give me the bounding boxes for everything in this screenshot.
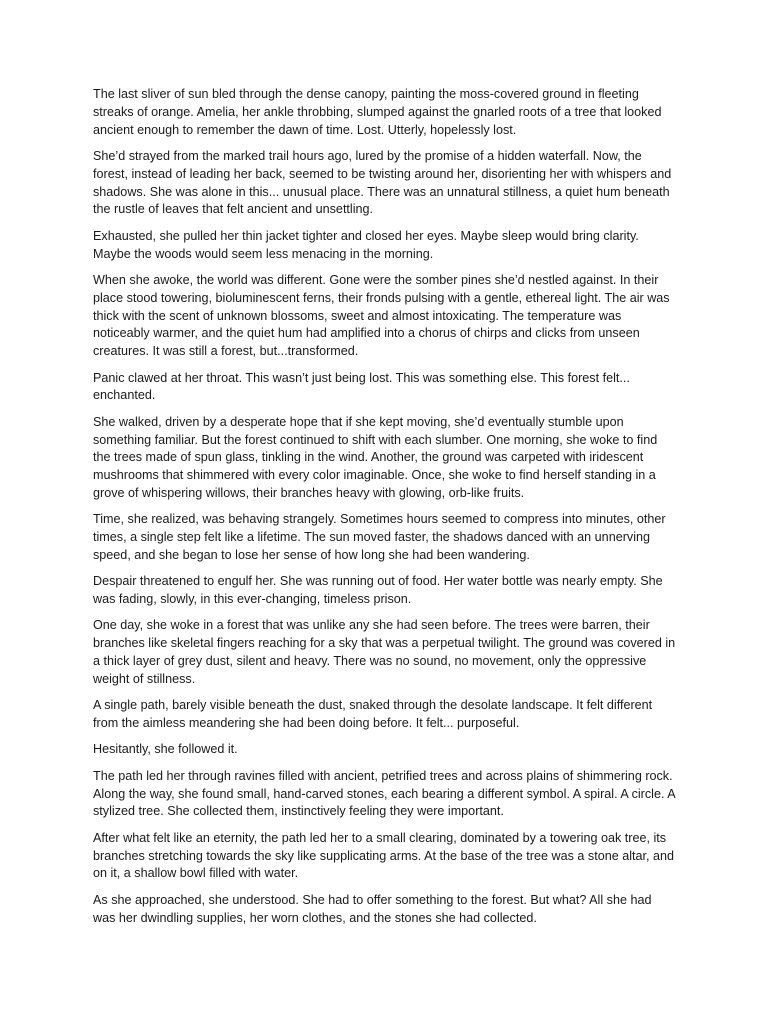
paragraph-11: Hesitantly, she followed it. bbox=[93, 742, 238, 757]
paragraph-5: Panic clawed at her throat. This wasn’t just being lost. This was something else. This forest felt... enchanted. bbox=[93, 370, 630, 403]
paragraph-14: As she approached, she understood. She had to offer something to the forest. But what? All she had was her dwindling supplies, her worn clothes, and the stones she had collected. bbox=[93, 892, 652, 925]
document-page bbox=[93, 86, 677, 936]
paragraph-1: The last sliver of sun bled through the dense canopy, painting the moss-covered ground in fleeting streaks of orange. Amelia, her ankle throbbing, slumped against the gnarled roots of a tree that looked ancient enough to remember the dawn of time. Lost. Utterly, hopelessly lost. bbox=[93, 87, 662, 137]
paragraph-13: After what felt like an eternity, the path led her to a small clearing, dominated by a towering oak tree, its branches stretching towards the sky like supplicating arms. At the base of the tree was a stone altar, and on it, a shallow bowl filled with water. bbox=[93, 830, 675, 881]
paragraph-4: When she awoke, the world was different. Gone were the somber pines she’d nestled against. In their place stood towering, bioluminescent ferns, their fronds pulsing with a gentle, ethereal light. The air was thick with the scent of unknown blossoms, sweet and almost intoxicating. The temperature was noticeably warmer, and the quiet hum had amplified into a chorus of chirps and clicks from unseen creatures. It was still a forest, but...transformed. bbox=[93, 272, 670, 359]
paragraph-9: One day, she woke in a forest that was unlike any she had seen before. The trees were barren, their branches like skeletal fingers reaching for a sky that was a perpetual twilight. The ground was covered in a thick layer of grey dust, silent and heavy. There was no sound, no movement, only the oppressive weight of stillness. bbox=[93, 618, 676, 686]
paragraph-6: She walked, driven by a desperate hope that if she kept moving, she’d eventually stumble upon something familiar. But the forest continued to shift with each slumber. One morning, she woke to find the trees made of spun glass, tinkling in the wind. Another, the ground was carpeted with iridescent mushrooms that shimmered with every color imaginable. Once, she woke to find herself standing in a grove of whispering willows, their branches heavy with glowing, orb-like fruits. bbox=[93, 414, 658, 500]
paragraph-10: A single path, barely visible beneath the dust, snaked through the desolate landscape. It felt different from the aimless meandering she had been doing before. It felt... purposeful. bbox=[93, 698, 653, 731]
paragraph-7: Time, she realized, was behaving strangely. Sometimes hours seemed to compress into minutes, other times, a single step felt like a lifetime. The sun moved faster, the shadows danced with an unnerving speed, and she began to lose her sense of how long she had been wandering. bbox=[93, 512, 666, 562]
paragraph-3: Exhausted, she pulled her thin jacket tighter and closed her eyes. Maybe sleep would bring clarity. Maybe the woods would seem less menacing in the morning. bbox=[93, 228, 639, 261]
paragraph-2: She’d strayed from the marked trail hours ago, lured by the promise of a hidden waterfall. Now, the forest, instead of leading her back, seemed to be twisting around her, disorienting her with whispers and shadows. She was alone in this... unusual place. There was an unnatural stillness, a quiet hum beneath the rustle of leaves that felt ancient and unsettling. bbox=[93, 148, 672, 217]
paragraph-8: Despair threatened to engulf her. She was running out of food. Her water bottle was nearly empty. She was fading, slowly, in this ever-changing, timeless prison. bbox=[93, 574, 663, 607]
paragraph-12: The path led her through ravines filled with ancient, petrified trees and across plains of shimmering rock. Along the way, she found small, hand-carved stones, each bearing a different symbol. A spiral. A circle. A stylized tree. She collected them, instinctively feeling they were important. bbox=[93, 768, 675, 819]
